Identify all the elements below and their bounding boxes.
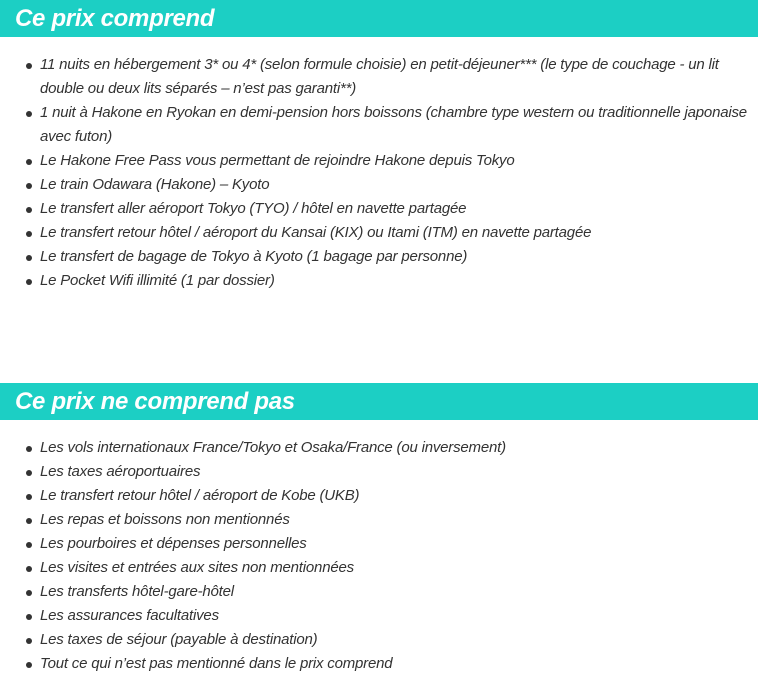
list-item: [0, 221, 758, 245]
list-item: [0, 197, 758, 221]
list-item: [0, 580, 758, 604]
list-item-text: Tout ce qui n’est pas mentionné dans le prix comprend: [40, 655, 393, 672]
bullet-icon: [26, 590, 32, 596]
list-item: [0, 604, 758, 628]
list-item-text: Les visites et entrées aux sites non mentionnées: [40, 559, 354, 576]
list-item: [0, 652, 758, 676]
bullet-icon: [26, 207, 32, 213]
list-item: [0, 508, 758, 532]
excluded-section-title: Ce prix ne comprend pas: [15, 388, 295, 415]
list-item: [0, 628, 758, 652]
list-item: [0, 173, 758, 197]
included-items-list: [0, 53, 758, 293]
list-item: [0, 53, 758, 101]
bullet-icon: [26, 183, 32, 189]
list-item-text: Les repas et boissons non mentionnés: [40, 511, 290, 528]
included-section-title: Ce prix comprend: [15, 5, 215, 32]
list-item-text: Les assurances facultatives: [40, 607, 219, 624]
list-item: [0, 532, 758, 556]
bullet-icon: [26, 159, 32, 165]
bullet-icon: [26, 638, 32, 644]
bullet-icon: [26, 446, 32, 452]
bullet-icon: [26, 518, 32, 524]
bullet-icon: [26, 566, 32, 572]
bullet-icon: [26, 542, 32, 548]
list-item-text: Les pourboires et dépenses personnelles: [40, 535, 307, 552]
list-item-text: Les transferts hôtel-gare-hôtel: [40, 583, 234, 600]
bullet-icon: [26, 279, 32, 285]
list-item: [0, 436, 758, 460]
list-item-text: 1 nuit à Hakone en Ryokan en demi-pension hors boissons (chambre type western ou traditionnelle japonaise avec futon): [40, 104, 747, 145]
bullet-icon: [26, 63, 32, 69]
list-item-text: Le train Odawara (Hakone) – Kyoto: [40, 176, 270, 193]
list-item-text: Les vols internationaux France/Tokyo et Osaka/France (ou inversement): [40, 439, 506, 456]
list-item: [0, 484, 758, 508]
list-item: [0, 460, 758, 484]
list-item-text: Le transfert aller aéroport Tokyo (TYO) / hôtel en navette partagée: [40, 200, 467, 217]
excluded-items-list: [0, 436, 758, 676]
list-item: [0, 556, 758, 580]
bullet-icon: [26, 470, 32, 476]
bullet-icon: [26, 255, 32, 261]
list-item-text: 11 nuits en hébergement 3* ou 4* (selon formule choisie) en petit-déjeuner*** (le type de couchage - un lit double ou deux lits séparés – n’est pas garanti**): [40, 56, 719, 97]
list-item-text: Le Pocket Wifi illimité (1 par dossier): [40, 272, 275, 289]
included-section-header: [0, 0, 758, 37]
list-item-text: Les taxes aéroportuaires: [40, 463, 201, 480]
list-item-text: Les taxes de séjour (payable à destination): [40, 631, 318, 648]
bullet-icon: [26, 662, 32, 668]
list-item: [0, 269, 758, 293]
bullet-icon: [26, 231, 32, 237]
bullet-icon: [26, 111, 32, 117]
bullet-icon: [26, 614, 32, 620]
bullet-icon: [26, 494, 32, 500]
list-item-text: Le transfert retour hôtel / aéroport de Kobe (UKB): [40, 487, 360, 504]
list-item-text: Le transfert de bagage de Tokyo à Kyoto (1 bagage par personne): [40, 248, 468, 265]
list-item-text: Le transfert retour hôtel / aéroport du Kansai (KIX) ou Itami (ITM) en navette partagée: [40, 224, 592, 241]
excluded-section-header: [0, 383, 758, 420]
list-item-text: Le Hakone Free Pass vous permettant de rejoindre Hakone depuis Tokyo: [40, 152, 515, 169]
list-item: [0, 149, 758, 173]
list-item: [0, 245, 758, 269]
list-item: [0, 101, 758, 149]
